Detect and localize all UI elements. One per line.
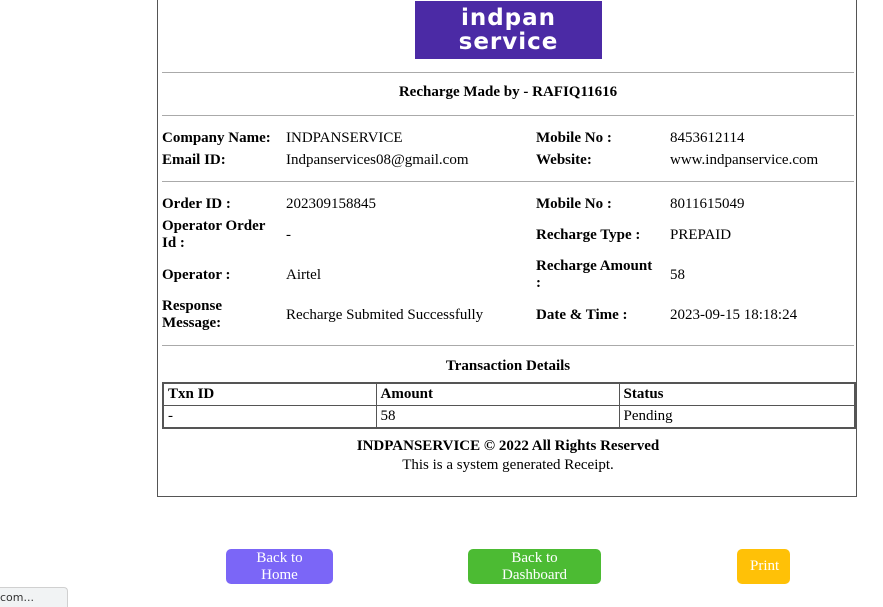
print-button[interactable]: Print bbox=[737, 549, 790, 584]
receipt-title: Recharge Made by - RAFIQ11616 bbox=[398, 84, 618, 100]
company-mobile-label: Mobile No : bbox=[536, 130, 612, 146]
logo-line-1: indpan bbox=[460, 5, 557, 31]
operator-order-id-label bbox=[162, 218, 265, 252]
response-message-label-line-1: Response bbox=[162, 298, 223, 314]
divider bbox=[162, 181, 854, 182]
customer-mobile-value: 8011615049 bbox=[670, 196, 745, 212]
website-label: Website: bbox=[536, 152, 592, 168]
operator-label: Operator : bbox=[162, 267, 231, 283]
amount-header: Amount bbox=[376, 383, 619, 406]
status-cell: Pending bbox=[619, 406, 855, 429]
divider bbox=[162, 345, 854, 346]
datetime-label: Date & Time : bbox=[536, 307, 628, 323]
system-generated-note: This is a system generated Receipt. bbox=[402, 457, 614, 473]
website-value: www.indpanservice.com bbox=[670, 152, 819, 168]
operator-order-id-label-line-1: Operator Order bbox=[162, 218, 266, 234]
transaction-header-row bbox=[163, 383, 855, 406]
back-to-dashboard-button[interactable]: Back to Dashboard bbox=[468, 549, 601, 584]
response-message-value: Recharge Submited Successfully bbox=[286, 307, 484, 323]
customer-mobile-label: Mobile No : bbox=[536, 196, 612, 212]
divider bbox=[162, 72, 854, 73]
back-to-home-button[interactable]: Back to Home bbox=[226, 549, 333, 584]
recharge-amount-value: 58 bbox=[670, 267, 685, 283]
browser-status-bar: com... bbox=[0, 587, 68, 607]
divider bbox=[162, 115, 854, 116]
response-message-label bbox=[162, 298, 222, 332]
recharge-amount-label-line-1: Recharge Amount bbox=[536, 258, 653, 274]
copyright-text: INDPANSERVICE © 2022 All Rights Reserved bbox=[356, 438, 660, 454]
txn-id-cell: - bbox=[163, 406, 376, 429]
datetime-value: 2023-09-15 18:18:24 bbox=[670, 307, 798, 323]
order-id-value: 202309158845 bbox=[286, 196, 376, 212]
operator-value: Airtel bbox=[286, 267, 321, 283]
operator-order-id-value: - bbox=[286, 227, 291, 243]
txn-id-header: Txn ID bbox=[163, 383, 376, 406]
transaction-details-title: Transaction Details bbox=[445, 358, 571, 374]
company-name-label: Company Name: bbox=[162, 130, 271, 146]
company-logo bbox=[415, 1, 602, 59]
logo-line-2: service bbox=[458, 29, 559, 55]
order-id-label: Order ID : bbox=[162, 196, 231, 212]
recharge-amount-label-line-2: : bbox=[536, 275, 541, 291]
receipt-container bbox=[157, 0, 857, 497]
email-label: Email ID: bbox=[162, 152, 226, 168]
table-row bbox=[163, 406, 855, 429]
transaction-table bbox=[162, 382, 856, 429]
company-name-value: INDPANSERVICE bbox=[286, 130, 403, 146]
amount-cell: 58 bbox=[376, 406, 619, 429]
recharge-type-value: PREPAID bbox=[670, 227, 732, 243]
recharge-amount-label bbox=[536, 258, 652, 292]
recharge-type-label: Recharge Type : bbox=[536, 227, 641, 243]
status-header: Status bbox=[619, 383, 855, 406]
response-message-label-line-2: Message: bbox=[162, 315, 222, 331]
email-value: Indpanservices08@gmail.com bbox=[286, 152, 469, 168]
operator-order-id-label-line-2: Id : bbox=[162, 235, 185, 251]
company-mobile-value: 8453612114 bbox=[670, 130, 745, 146]
